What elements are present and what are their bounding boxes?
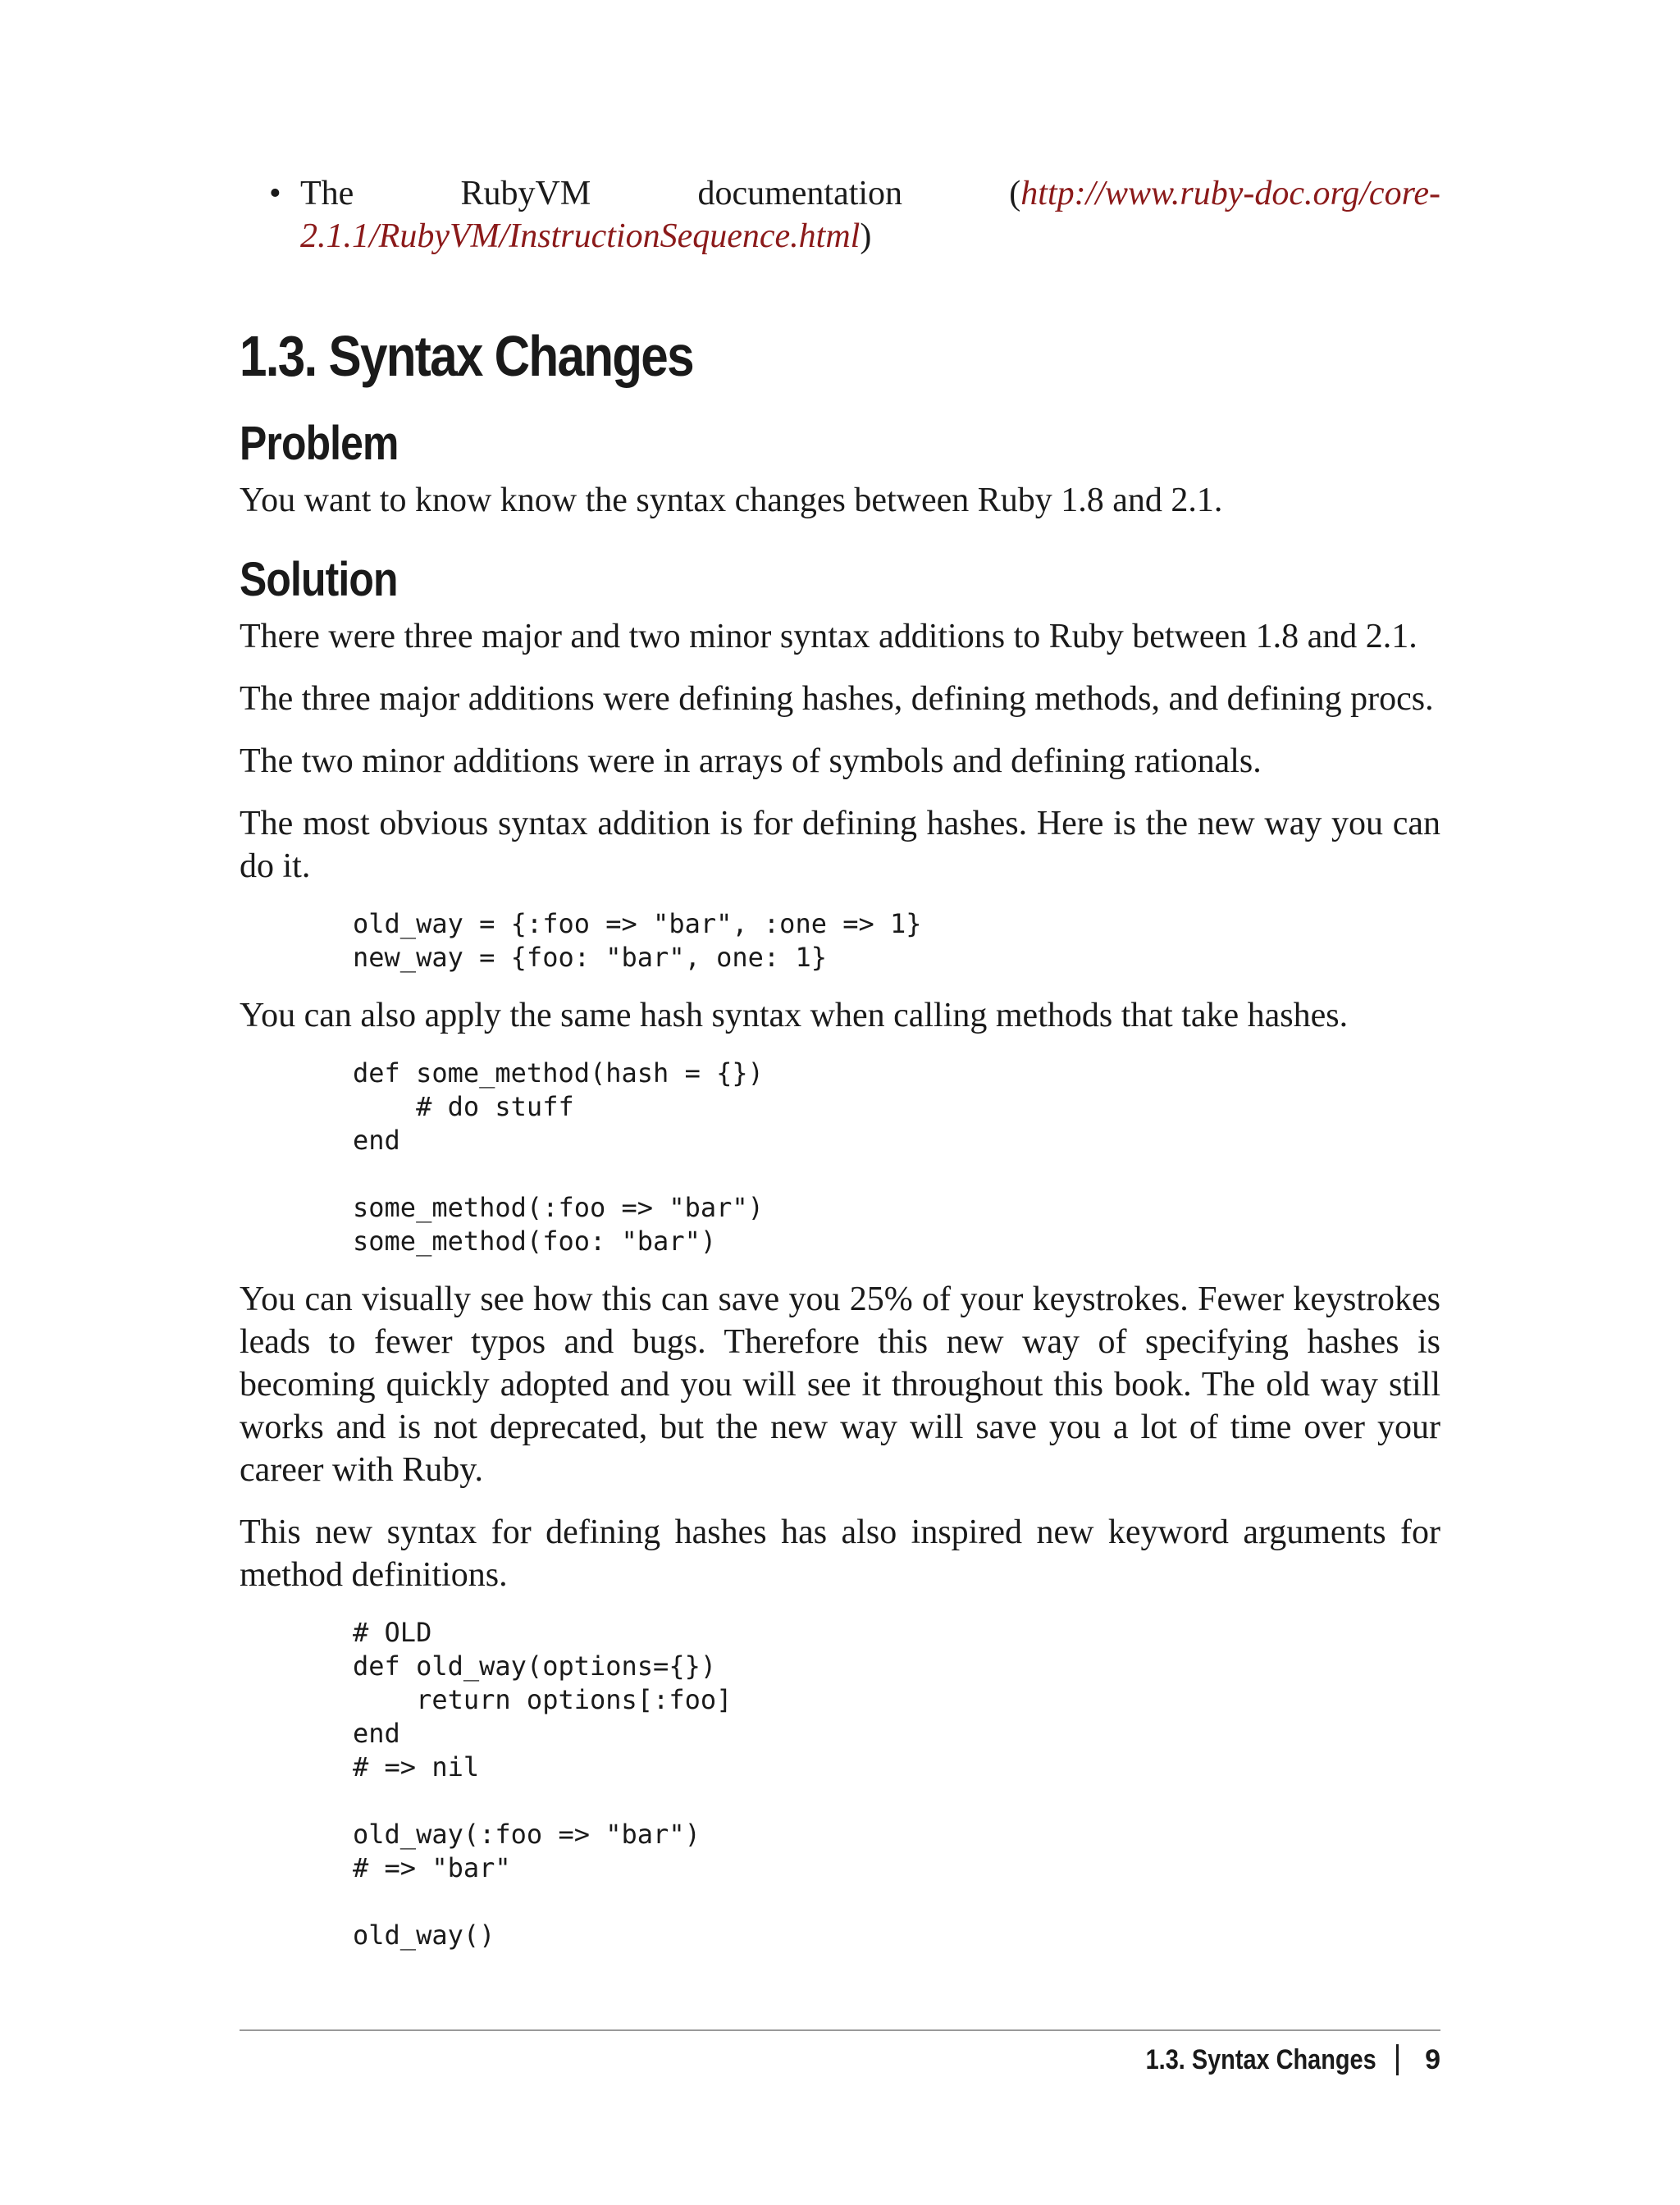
problem-text: You want to know know the syntax changes between Ruby 1.8 and 2.1. (240, 482, 1223, 519)
bullet-text-prefix: The RubyVM documentation ( (300, 175, 1021, 212)
bullet-icon: • (269, 175, 281, 212)
footer-separator (1396, 2044, 1399, 2075)
section-title: 1.3. Syntax Changes (240, 324, 693, 388)
code-block-method-call: def some_method(hash = {}) # do stuff end some_method(:foo => "bar") some_method(foo: "bar") (353, 1057, 764, 1257)
solution-paragraph-3: The two minor additions were in arrays of symbols and defining rationals. (240, 742, 1262, 780)
footer-divider (240, 2029, 1440, 2031)
footer-section-title: 1.3. Syntax Changes (1145, 2043, 1377, 2075)
problem-heading: Problem (240, 417, 399, 470)
solution-paragraph-2: The three major additions were defining hashes, defining methods, and defining procs. (240, 680, 1434, 718)
page-content (240, 172, 1440, 1972)
solution-paragraph-4: The most obvious syntax addition is for defining hashes. Here is the new way you can do it. (240, 805, 1440, 885)
code-block-old-way: # OLD def old_way(options={}) return options[:foo] end # => nil old_way(:foo => "bar") # => "bar" old_way() (353, 1617, 733, 1951)
solution-paragraph-5: You can also apply the same hash syntax when calling methods that take hashes. (240, 997, 1349, 1034)
page-footer (240, 2039, 1440, 2080)
page-number: 9 (1425, 2043, 1440, 2075)
list-item (240, 172, 1440, 258)
code-block-hash-syntax: old_way = {:foo => "bar", :one => 1} new_way = {foo: "bar", one: 1} (353, 908, 922, 973)
solution-heading: Solution (240, 553, 398, 606)
solution-paragraph-1: There were three major and two minor syntax additions to Ruby between 1.8 and 2.1. (240, 618, 1418, 655)
solution-paragraph-7: This new syntax for defining hashes has also inspired new keyword arguments for method definitions. (240, 1513, 1440, 1594)
rubyvm-documentation-link[interactable]: http://www.ruby-doc.org/core-2.1.1/RubyVM/InstructionSequence.html (300, 175, 1440, 255)
reference-list (240, 172, 1440, 258)
solution-paragraph-6: You can visually see how this can save you 25% of your keystrokes. Fewer keystrokes leads to fewer typos and bugs. Therefore this new way of specifying hashes is becoming quickly adopted and you will see it throughout this book. The old way still works and is not deprecated, but the new way will save you a lot of time over your career with Ruby. (240, 1281, 1440, 1489)
bullet-text-suffix: ) (860, 217, 872, 255)
